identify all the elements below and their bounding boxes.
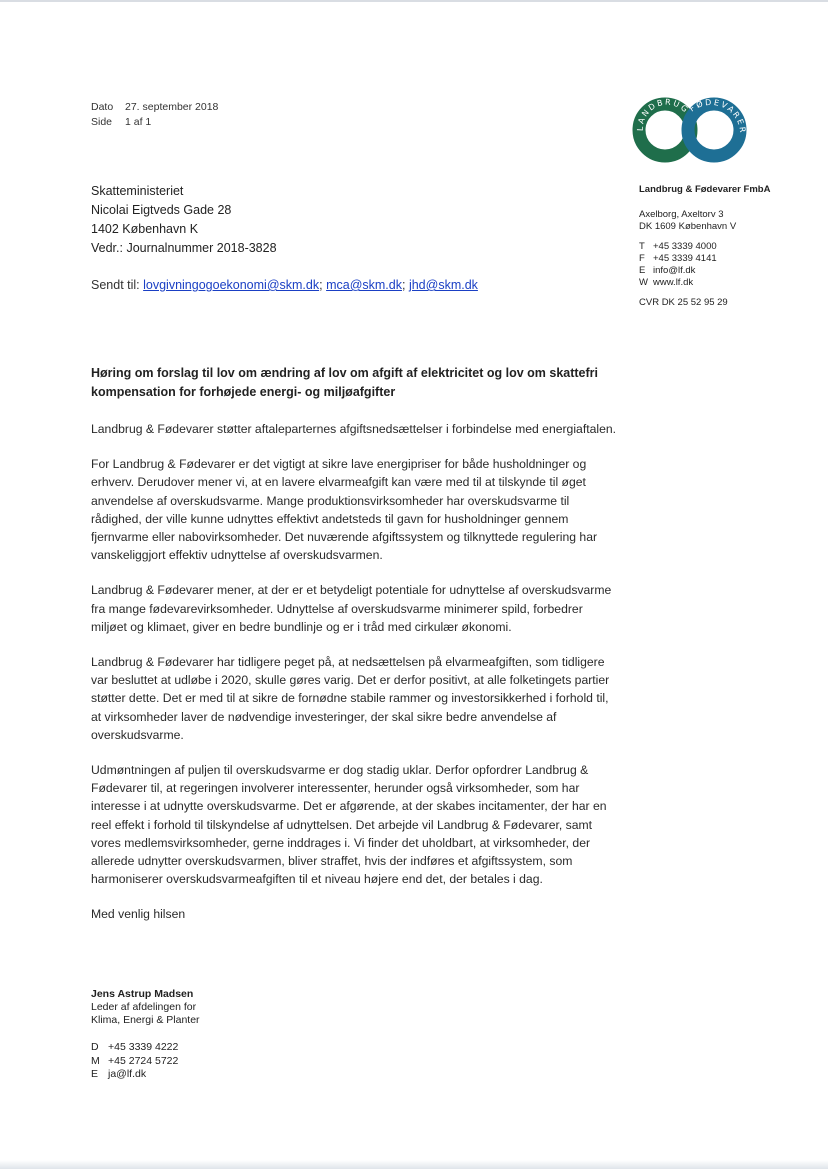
email-link[interactable]: mca@skm.dk — [326, 278, 402, 292]
body-paragraph: Landbrug & Fødevarer har tidligere peget på, at nedsættelsen på elvarmeafgiften, som tidligere var besluttet at udløbe i 2020, skulle gøres varig. Det er derfor positivt, at alle folketingets partier støtter dette. Det er med til at sikre de fornødne stabile rammer og investorsikkerhed i forhold til, at virksomheder laver de nødvendige investeringer, der skal sikre bedre anvendelse af overskudsvarme. — [91, 655, 610, 742]
signer-contact — [91, 1041, 178, 1082]
sent-to-label: Sendt til: — [91, 278, 140, 292]
company-web: W www.lf.dk — [639, 277, 694, 288]
closing: Med venlig hilsen — [91, 907, 186, 922]
signer-title: Leder af afdelingen for — [91, 1001, 197, 1013]
body-paragraph: For Landbrug & Fødevarer er det vigtigt at sikre lave energipriser for både husholdninger og erhverv. Derudover mener vi, at en lavere elvarmeafgift kan være med til at tilskynde til øget anvendelse af overskudsvarme. Mange produktionsvirksomheder har overskudsvarme til rådighed, der ville kunne udnyttes effektivt andetsteds til gavn for husholdninger gennem fjernvarme eller nabovirksomheder. Det nuværende afgiftssystem og tilknyttede regulering har vanskeliggjort effektiv udnyttelse af overskudsvarmen. — [91, 457, 598, 563]
contact-direct: D +45 3339 4222 — [91, 1041, 179, 1053]
scan-top-edge — [0, 0, 828, 2]
letter-body — [91, 420, 621, 941]
recipient-line: Nicolai Eigtveds Gade 28 — [91, 203, 232, 217]
signer-name: Jens Astrup Madsen — [91, 988, 194, 1000]
page-label: Side — [91, 116, 113, 128]
page-value: 1 af 1 — [125, 116, 152, 128]
body-paragraph: Landbrug & Fødevarer støtter aftaleparternes afgiftsnedsættelser i forbindelse med energiaftalen. — [91, 422, 617, 436]
sent-to: Sendt til: lovgivningogoekonomi@skm.dk; mca@skm.dk; jhd@skm.dk — [91, 278, 478, 292]
company-fax: F +45 3339 4141 — [639, 253, 717, 264]
company-logo — [630, 90, 756, 164]
body-paragraph: Udmøntningen af puljen til overskudsvarme er dog stadig uklar. Derfor opfordrer Landbrug & Fødevarer til, at regeringen involverer interessenter, herunder også virksomheder, som har interesse i at udnytte overskudsvarme. Det er afgørende, at der skabes incitamenter, der har en reel effekt i forhold til tilskyndelse af udnyttelsen. Det arbejde vil Landbrug & Fødevarer, samt vores medlemsvirksomheder, gerne inddrages i. Vi finder det uholdbart, at virksomheder, der allerede udnytter overskudsvarmen, bliver straffet, hvis der indføres et afgiftssystem, som harmoniserer overskudsvarmeafgiften til et niveau højere end det, der betales i dag. — [91, 763, 607, 887]
logo-left-text: LANDBRUG — [635, 97, 691, 132]
signer-title: Klima, Energi & Planter — [91, 1014, 200, 1026]
letter-subject: Høring om forslag til lov om ændring af lov om afgift af elektricitet og lov om skattefri kompensation for forhøjede energi- og miljøafgifter — [91, 366, 599, 399]
company-cvr: CVR DK 25 52 95 29 — [639, 297, 728, 308]
company-address-1: Axelborg, Axeltorv 3 — [639, 209, 724, 220]
letter-meta — [91, 100, 218, 130]
recipient-line: Skatteministeriet — [91, 184, 184, 198]
contact-email: E ja@lf.dk — [91, 1068, 147, 1080]
reference-line: Vedr.: Journalnummer 2018-3828 — [91, 241, 277, 255]
recipient-address — [91, 182, 277, 258]
email-link[interactable]: lovgivningogoekonomi@skm.dk — [143, 278, 320, 292]
company-name: Landbrug & Fødevarer FmbA — [639, 184, 771, 195]
date-label: Dato — [91, 101, 114, 113]
email-link[interactable]: jhd@skm.dk — [408, 278, 478, 292]
company-address-2: DK 1609 København V — [639, 221, 737, 232]
date-value: 27. september 2018 — [125, 101, 219, 113]
logo-right-text: FØDEVARER — [687, 97, 748, 135]
company-info — [639, 184, 770, 309]
contact-mobile: M +45 2724 5722 — [91, 1054, 179, 1067]
recipient-line: 1402 København K — [91, 222, 199, 236]
company-email: E info@lf.dk — [639, 265, 696, 276]
body-paragraph: Landbrug & Fødevarer mener, at der er et betydeligt potentiale for udnyttelse af overskudsvarme fra mange fødevarevirksomheder. Udnyttelse af overskudsvarme minimerer spild, forbedrer miljøet og klimaet, giver en bedre bundlinje og er i tråd med cirkulær økonomi. — [91, 583, 612, 634]
signature-block — [91, 988, 200, 1027]
company-phone: T +45 3339 4000 — [639, 241, 717, 252]
scan-bottom-edge — [0, 1160, 828, 1169]
